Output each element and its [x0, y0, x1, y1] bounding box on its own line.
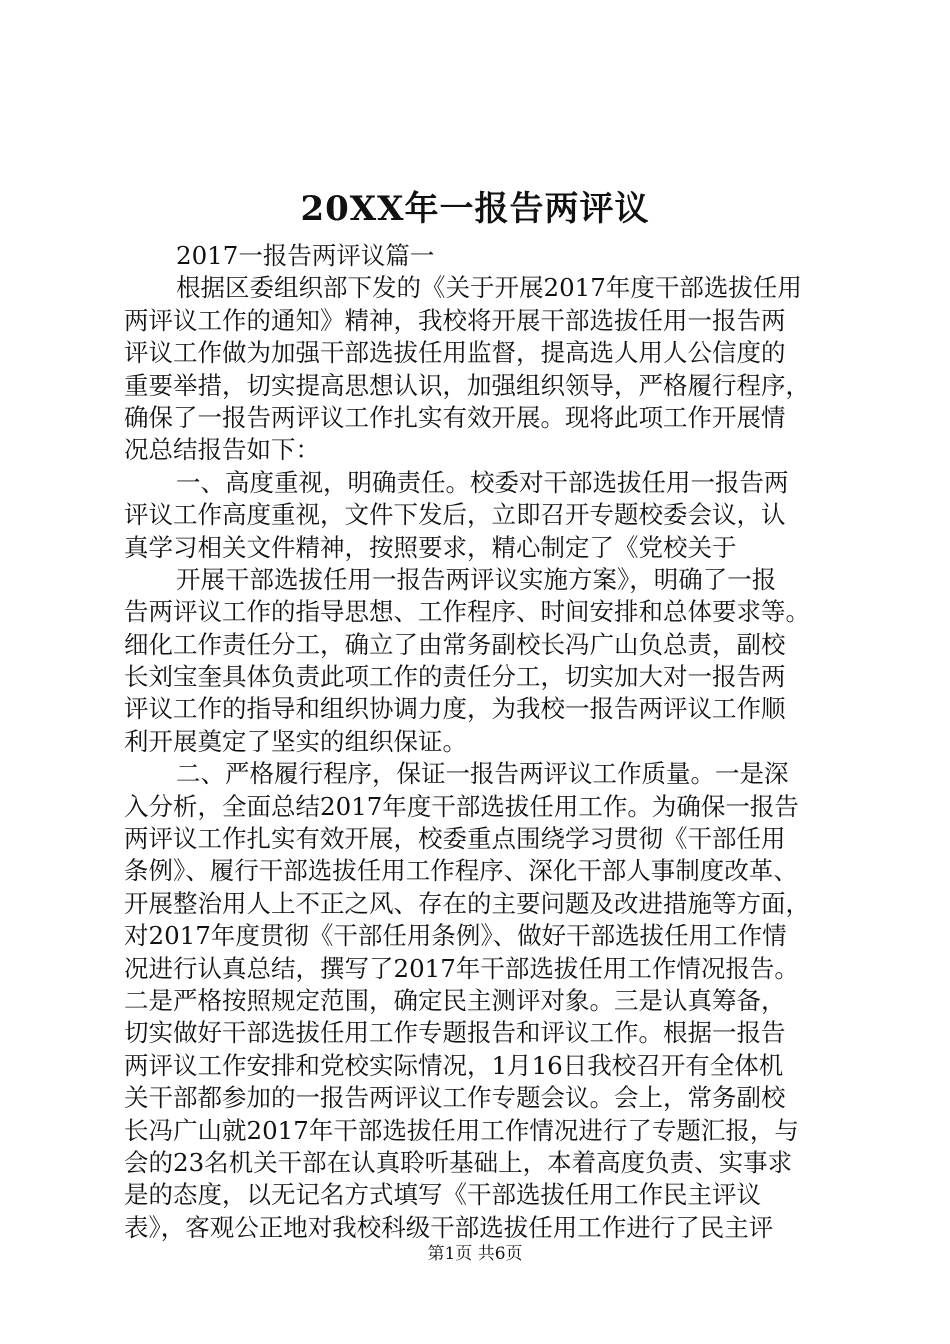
paragraph-line: 是的态度，以无记名方式填写《干部选拔任用工作民主评议 [124, 1180, 761, 1210]
paragraph-line: 长冯广山就2017年干部选拔任用工作情况进行了专题汇报，与 [124, 1115, 799, 1145]
paragraph-line: 细化工作责任分工，确立了由常务副校长冯广山负总责，副校 [124, 629, 786, 659]
paragraph-line: 二是严格按照规定范围，确定民主测评对象。三是认真筹备， [124, 985, 786, 1015]
paragraph-line: 重要举措，切实提高思想认识，加强组织领导，严格履行程序， [124, 370, 810, 400]
paragraph-line: 真学习相关文件精神，按照要求，精心制定了《党校关于 [124, 532, 737, 562]
section-heading: 2017一报告两评议篇一 [176, 241, 435, 270]
document-body [124, 240, 836, 1244]
paragraph-line: 告两评议工作的指导思想、工作程序、时间安排和总体要求等。 [124, 597, 810, 627]
paragraph-line: 切实做好干部选拔任用工作专题报告和评议工作。根据一报告 [124, 1018, 786, 1048]
paragraph-line: 确保了一报告两评议工作扎实有效开展。现将此项工作开展情 [124, 402, 786, 432]
paragraph-line: 根据区委组织部下发的《关于开展2017年度干部选拔任用 [176, 273, 802, 303]
paragraph-line: 评议工作的指导和组织协调力度，为我校一报告两评议工作顺 [124, 694, 786, 724]
paragraph-line: 开展整治用人上不正之风、存在的主要问题及改进措施等方面， [124, 888, 810, 918]
paragraph-line: 况进行认真总结，撰写了2017年干部选拔任用工作情况报告。 [124, 953, 799, 983]
paragraph-line: 对2017年度贯彻《干部任用条例》、做好干部选拔任用工作情 [124, 921, 787, 951]
paragraph-line: 评议工作做为加强干部选拔任用监督，提高选人用人公信度的 [124, 338, 786, 368]
paragraph-line: 关干部都参加的一报告两评议工作专题会议。会上，常务副校 [124, 1083, 786, 1113]
paragraph-line: 评议工作高度重视，文件下发后，立即召开专题校委会议，认 [124, 500, 786, 530]
document-title: 20XX年一报告两评议 [300, 189, 650, 229]
paragraph-line: 会的23名机关干部在认真聆听基础上，本着高度负责、实事求 [124, 1147, 793, 1177]
paragraph-line: 况总结报告如下： [124, 435, 320, 465]
paragraph-line: 两评议工作扎实有效开展，校委重点围绕学习贯彻《干部任用 [124, 824, 786, 854]
paragraph-line: 两评议工作的通知》精神，我校将开展干部选拔任用一报告两 [124, 305, 786, 335]
paragraph-line: 条例》、履行干部选拔任用工作程序、深化干部人事制度改革、 [124, 856, 798, 886]
paragraph-line: 两评议工作安排和党校实际情况，1月16日我校召开有全体机 [124, 1050, 784, 1080]
paragraph-line: 入分析，全面总结2017年度干部选拔任用工作。为确保一报告 [124, 791, 799, 821]
paragraph-line: 开展干部选拔任用一报告两评议实施方案》，明确了一报 [176, 564, 777, 594]
paragraph-line: 利开展奠定了坚实的组织保证。 [124, 726, 467, 756]
page-number: 第1页 共6页 [427, 1244, 523, 1264]
paragraph-line: 长刘宝奎具体负责此项工作的责任分工，切实加大对一报告两 [124, 662, 786, 692]
paragraph-line: 表》，客观公正地对我校科级干部选拔任用工作进行了民主评 [124, 1212, 774, 1242]
paragraph-line: 一、高度重视，明确责任。校委对干部选拔任用一报告两 [176, 467, 789, 497]
paragraph-line: 二、严格履行程序，保证一报告两评议工作质量。一是深 [176, 759, 789, 789]
